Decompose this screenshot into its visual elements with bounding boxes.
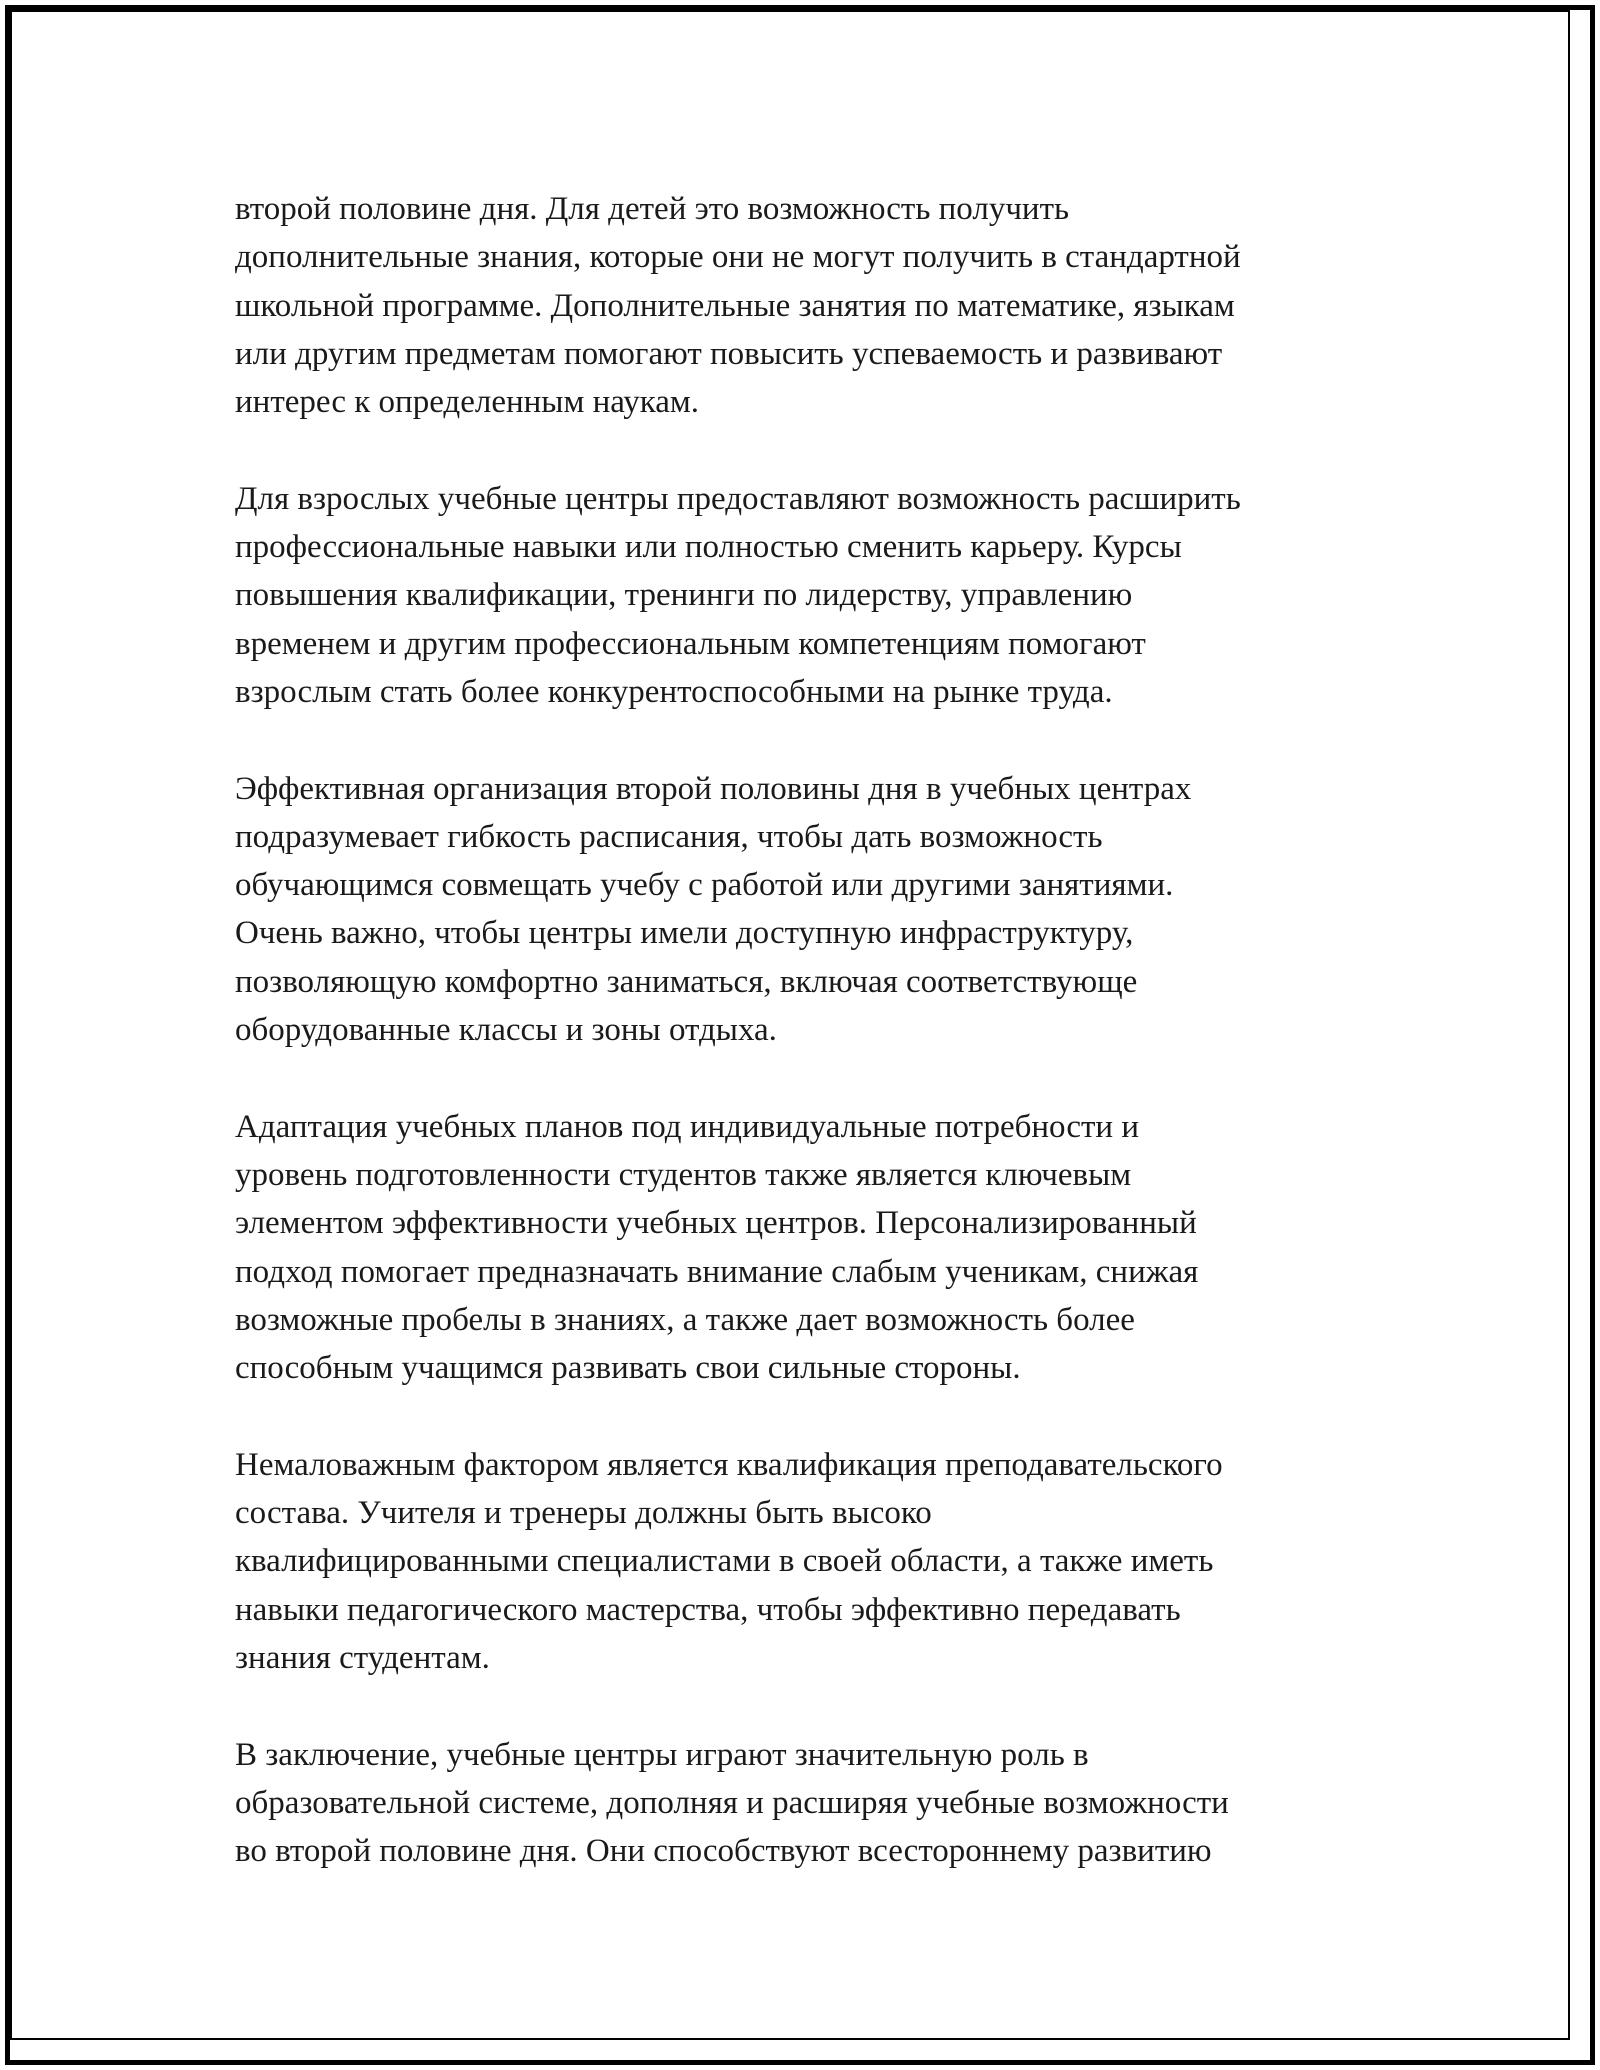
text-line: квалифицированными специалистами в своей области, а также иметь [235, 1543, 1214, 1580]
text-line: элементом эффективности учебных центров. Персонализированный [235, 1205, 1197, 1242]
text-line: Адаптация учебных планов под индивидуальные потребности и [235, 1108, 1140, 1145]
text-line: во второй половине дня. Они способствуют всестороннему развитию [235, 1833, 1212, 1870]
text-line: В заключение, учебные центры играют значительную роль в [235, 1736, 1089, 1773]
text-line: Эффективная организация второй половины дня в учебных центрах [235, 770, 1192, 807]
paragraph-4 [235, 1103, 1375, 1393]
text-line: подразумевает гибкость расписания, чтобы дать возможность [235, 818, 1103, 855]
text-line: навыки педагогического мастерства, чтобы эффективно передавать [235, 1591, 1181, 1628]
document-body [235, 185, 1375, 1924]
paragraph-3 [235, 765, 1375, 1055]
text-line: образовательной системе, дополняя и расширяя учебные возможности [235, 1784, 1229, 1821]
text-line: состава. Учителя и тренеры должны быть высоко [235, 1495, 932, 1532]
text-line: повышения квалификации, тренинги по лидерству, управлению [235, 577, 1133, 614]
text-line: Очень важно, чтобы центры имели доступную инфраструктуру, [235, 915, 1134, 952]
paragraph-1 [235, 185, 1375, 426]
text-line: подход помогает предназначать внимание слабым ученикам, снижая [235, 1253, 1199, 1290]
text-line: временем и другим профессиональным компетенциям помогают [235, 625, 1146, 662]
text-line: второй половине дня. Для детей это возможность получить [235, 191, 1070, 227]
text-line: способным учащимся развивать свои сильные стороны. [235, 1350, 1021, 1387]
paragraph-5 [235, 1441, 1375, 1682]
text-line: возможные пробелы в знаниях, а также дает возможность более [235, 1301, 1135, 1338]
paragraph-6 [235, 1731, 1375, 1876]
paragraph-2 [235, 475, 1375, 716]
text-line: оборудованные классы и зоны отдыха. [235, 1012, 777, 1049]
text-line: профессиональные навыки или полностью сменить карьеру. Курсы [235, 529, 1182, 566]
text-line: или другим предметам помогают повысить успеваемость и развивают [235, 335, 1223, 372]
text-line: интерес к определенным наукам. [235, 384, 700, 421]
text-line: обучающимся совмещать учебу с работой или другими занятиями. [235, 867, 1174, 904]
text-line: позволяющую комфортно заниматься, включая соответствующе [235, 963, 1138, 1000]
text-line: дополнительные знания, которые они не могут получить в стандартной [235, 239, 1241, 276]
text-line: школьной программе. Дополнительные занятия по математике, языкам [235, 287, 1235, 324]
text-line: уровень подготовленности студентов также является ключевым [235, 1156, 1132, 1193]
text-line: Для взрослых учебные центры предоставляют возможность расширить [235, 480, 1241, 517]
text-line: Немаловажным фактором является квалификация преподавательского [235, 1446, 1223, 1483]
text-line: взрослым стать более конкурентоспособными на рынке труда. [235, 673, 1113, 710]
text-line: знания студентам. [235, 1639, 490, 1676]
